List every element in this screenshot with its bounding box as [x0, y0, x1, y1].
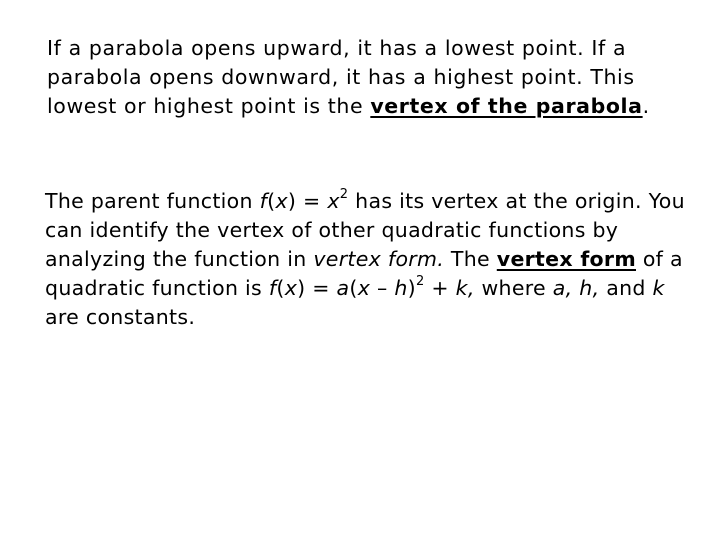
text-segment: –	[370, 276, 395, 300]
text-segment: The	[444, 247, 497, 271]
text-segment: ) =	[297, 276, 337, 300]
definition-paragraph	[47, 34, 687, 121]
definition-text: If a parabola opens upward, it has a lowest point. If a parabola opens downward, it has a highest point. This lowest or highest point is the	[47, 36, 635, 118]
definition-period: .	[642, 94, 650, 118]
variable-x: x	[284, 276, 298, 300]
constant-k: k,	[455, 276, 475, 300]
variable-x: x	[275, 189, 288, 213]
text-segment: (	[276, 276, 285, 300]
constant-k: k	[652, 276, 665, 300]
text-segment: )	[407, 276, 416, 300]
function-f: f	[259, 189, 268, 213]
text-segment: has its vertex at the origin. You can identify the vertex of other quadratic functions by analyzing the function in	[45, 189, 685, 271]
text-segment: +	[424, 276, 456, 300]
constant-h: h,	[579, 276, 600, 300]
text-segment: The parent function	[45, 189, 260, 213]
text-segment: where	[474, 276, 553, 300]
text-segment: ) =	[287, 189, 328, 213]
text-segment: (	[349, 276, 358, 300]
text-segment: are constants.	[45, 305, 196, 329]
text-segment: and	[599, 276, 653, 300]
constant-h: h	[394, 276, 408, 300]
exponent: 2	[415, 274, 425, 290]
text-segment: of a quadratic function is	[45, 247, 683, 300]
exponent: 2	[339, 187, 349, 203]
term-vertex-of-the-parabola: vertex of the parabola	[370, 94, 643, 118]
function-f: f	[268, 276, 277, 300]
constant-a: a	[336, 276, 350, 300]
term-vertex-form: vertex form	[496, 247, 636, 271]
constant-a: a,	[552, 276, 573, 300]
variable-x: x	[327, 189, 340, 213]
vertex-form-paragraph	[45, 187, 685, 332]
variable-x: x	[357, 276, 371, 300]
text-segment: (	[267, 189, 276, 213]
vertex-form-italic: vertex form.	[313, 247, 445, 271]
